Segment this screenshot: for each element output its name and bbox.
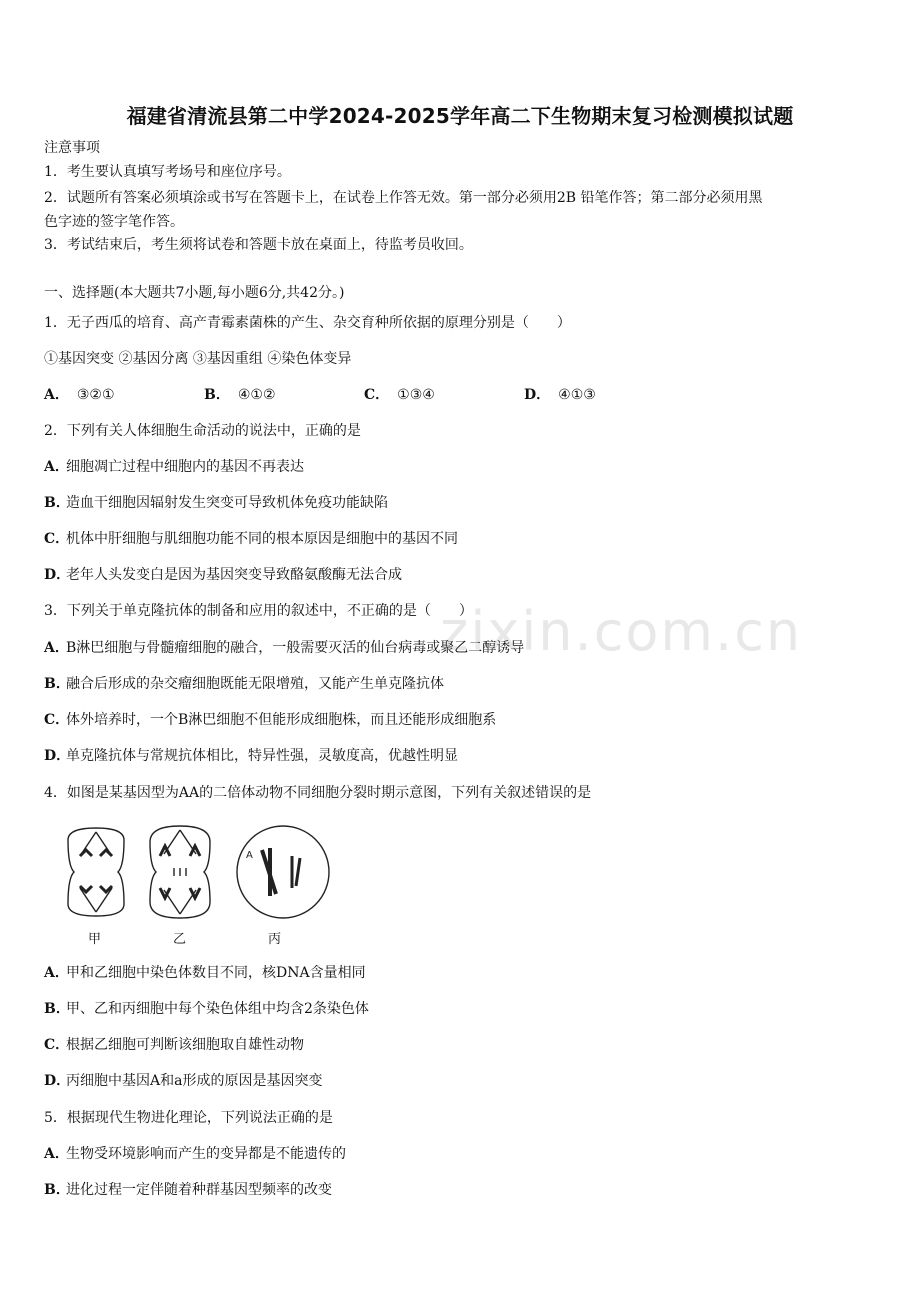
question-stem: 2．下列有关人体细胞生命活动的说法中，正确的是	[44, 423, 361, 439]
watermark: zixin.com.cn	[440, 600, 803, 663]
figure-label-bing: 丙	[268, 932, 282, 947]
option-b: B．融合后形成的杂交瘤细胞既能无限增殖，又能产生单克隆抗体	[44, 676, 444, 692]
question-stem: 5．根据现代生物进化理论，下列说法正确的是	[44, 1110, 333, 1126]
option-d: D．丙细胞中基因A和a形成的原因是基因突变	[44, 1073, 323, 1089]
option-a: A．细胞凋亡过程中细胞内的基因不再表达	[44, 459, 304, 475]
figure-label-yi: 乙	[173, 932, 187, 947]
notice-heading: 注意事项	[44, 140, 100, 156]
figure-label-jia: 甲	[88, 932, 102, 947]
option-d: D． ④①③	[524, 387, 596, 403]
option-c: C．机体中肝细胞与肌细胞功能不同的根本原因是细胞中的基因不同	[44, 531, 458, 547]
option-a: A．甲和乙细胞中染色体数目不同，核DNA含量相同	[44, 965, 366, 981]
option-a: A．B淋巴细胞与骨髓瘤细胞的融合，一般需要灭活的仙台病毒或聚乙二醇诱导	[44, 640, 525, 656]
notice-item: 3．考试结束后，考生须将试卷和答题卡放在桌面上，待监考员收回。	[44, 237, 473, 253]
question-stem: 4．如图是某基因型为AA的二倍体动物不同细胞分裂时期示意图，下列有关叙述错误的是	[44, 785, 592, 801]
option-row	[44, 383, 884, 407]
option-a: A． ③②①	[44, 387, 115, 403]
cell-diagram	[60, 820, 335, 928]
svg-text:A: A	[246, 850, 253, 861]
option-c: C． ①③④	[364, 387, 435, 403]
cell-yi	[150, 826, 210, 918]
cell-division-figure	[60, 820, 335, 950]
notice-item: 2．试题所有答案必须填涂或书写在答题卡上，在试卷上作答无效。第一部分必须用2B 铅笔作答；第二部分必须用黑	[44, 190, 763, 206]
cell-bing	[237, 826, 329, 918]
option-a: A．生物受环境影响而产生的变异都是不能遗传的	[44, 1146, 346, 1162]
exam-title: 福建省清流县第二中学2024-2025学年高二下生物期末复习检测模拟试题	[126, 104, 794, 128]
option-d: D．老年人头发变白是因为基因突变导致酪氨酸酶无法合成	[44, 567, 402, 583]
question-stem: 1．无子西瓜的培育、高产青霉素菌株的产生、杂交育种所依据的原理分别是（ ）	[44, 315, 571, 331]
cell-jia	[68, 828, 124, 916]
question-stem: 3．下列关于单克隆抗体的制备和应用的叙述中，不正确的是（ ）	[44, 603, 473, 619]
option-c: C．体外培养时，一个B淋巴细胞不但能形成细胞株，而且还能形成细胞系	[44, 712, 497, 728]
option-d: D．单克隆抗体与常规抗体相比，特异性强，灵敏度高，优越性明显	[44, 748, 458, 764]
option-b: B． ④①②	[204, 387, 276, 403]
option-c: C．根据乙细胞可判断该细胞取自雄性动物	[44, 1037, 304, 1053]
option-b: B．造血干细胞因辐射发生突变可导致机体免疫功能缺陷	[44, 495, 388, 511]
question-choices: ①基因突变 ②基因分离 ③基因重组 ④染色体变异	[44, 351, 352, 367]
notice-item: 色字迹的签字笔作答。	[44, 214, 184, 230]
section-heading: 一、选择题(本大题共7小题,每小题6分,共42分。)	[44, 285, 345, 301]
notice-item: 1．考生要认真填写考场号和座位序号。	[44, 164, 291, 180]
option-b: B．进化过程一定伴随着种群基因型频率的改变	[44, 1182, 332, 1198]
option-b: B．甲、乙和丙细胞中每个染色体组中均含2条染色体	[44, 1001, 369, 1017]
